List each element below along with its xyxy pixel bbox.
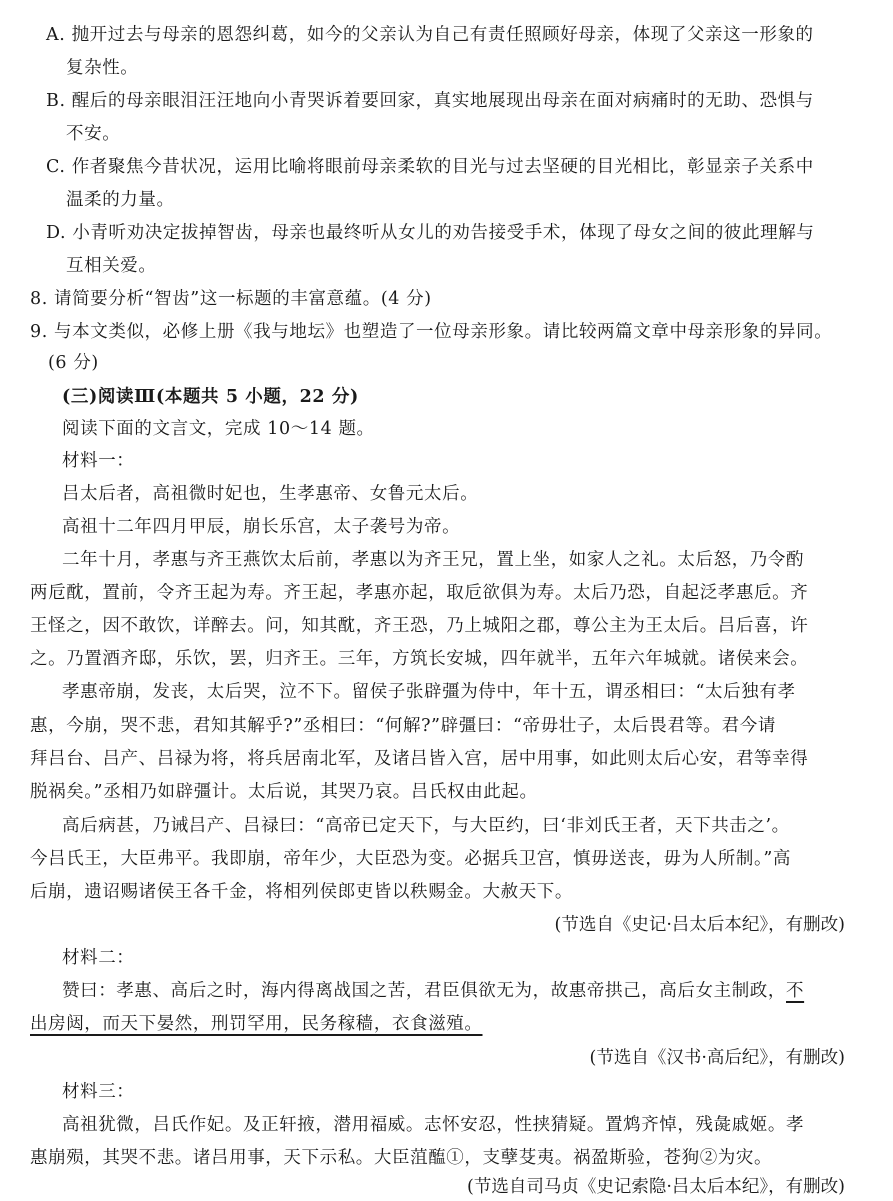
material-1-line: 高祖十二年四月甲辰，崩长乐宫，太子袭号为帝。 (62, 517, 461, 537)
material-2-label: 材料二： (62, 948, 135, 968)
material-1-line: 二年十月，孝惠与齐王燕饮太后前，孝惠以为齐王兄，置上坐，如家人之礼。太后怒，乃令酌 (62, 550, 805, 570)
material-1-line: 孝惠帝崩，发丧，太后哭，泣不下。留侯子张辟彊为侍中，年十五，谓丞相曰：“太后独有孝 (62, 682, 796, 702)
material-1-line: 后崩，遗诏赐诸侯王各千金，将相列侯郎吏皆以秩赐金。大赦天下。 (30, 882, 573, 902)
material-1-line: 惠，今崩，哭不悲，君知其解乎?”丞相曰：“何解?”辟彊曰：“帝毋壮子，太后畏君等。君今请 (30, 716, 776, 736)
material-3-line: 高祖犹微，吕氏作妃。及正轩掖，潜用福威。志怀安忍，性挟猜疑。置鸩齐悼，残彘戚姬。孝 (62, 1115, 805, 1135)
material-1-line: 吕太后者，高祖微时妃也，生孝惠帝、女鲁元太后。 (62, 484, 479, 504)
option-a-line-1: A. 抛开过去与母亲的恩怨纠葛，如今的父亲认为自己有责任照顾好母亲，体现了父亲这一形象的 (46, 25, 814, 45)
option-d-line-2: 互相关爱。 (66, 256, 157, 276)
material-1-line: 脱祸矣。”丞相乃如辟彊计。太后说，其哭乃哀。吕氏权由此起。 (30, 782, 538, 802)
option-b-line-2: 不安。 (66, 124, 121, 144)
material-3-source: (节选自司马贞《史记索隐·吕太后本纪》，有删改) (467, 1177, 845, 1197)
material-1-line: 今吕氏王，大臣弗平。我即崩，帝年少，大臣恐为变。必据兵卫宫，慎毋送丧，毋为人所制。”高 (30, 849, 791, 869)
option-b-line-1: B. 醒后的母亲眼泪汪汪地向小青哭诉着要回家，真实地展现出母亲在面对病痛时的无助、恐惧与 (46, 91, 814, 111)
option-c-line-1: C. 作者聚焦今昔状况，运用比喻将眼前母亲柔软的目光与过去坚硬的目光相比，彰显亲子关系中 (46, 157, 814, 177)
material-3-label: 材料三： (62, 1082, 135, 1102)
material-1-line: 高后病甚，乃诫吕产、吕禄曰：“高帝已定天下，与大臣约，曰‘非刘氏王者，天下共击之’。 (62, 816, 790, 836)
option-c-line-2: 温柔的力量。 (66, 190, 175, 210)
material-1-line: 两卮酖，置前，令齐王起为寿。齐王起，孝惠亦起，取卮欲俱为寿。太后乃恐，自起泛孝惠卮。齐 (30, 583, 809, 603)
material-2-line-1-text: 赞曰：孝惠、高后之时，海内得离战国之苦，君臣俱欲无为，故惠帝拱己，高后女主制政， (62, 981, 786, 1001)
material-1-label: 材料一： (62, 451, 135, 471)
material-2-underlined-start: 不 (786, 981, 805, 1001)
section-instruction: 阅读下面的文言文，完成 10～14 题。 (62, 419, 375, 439)
option-a-line-2: 复杂性。 (66, 58, 139, 78)
question-9-line-1: 9. 与本文类似，必修上册《我与地坛》也塑造了一位母亲形象。请比较两篇文章中母亲形象的异同。 (30, 322, 833, 342)
material-2-line-1 (62, 978, 804, 1004)
material-2-underlined-text: 出房闼，而天下晏然，刑罚罕用，民务稼穑，衣食滋殖。 (30, 1014, 483, 1034)
section-heading: (三)阅读Ⅲ(本题共 5 小题，22 分) (62, 387, 359, 407)
material-1-line: 之。乃置酒齐邸，乐饮，罢，归齐王。三年，方筑长安城，四年就半，五年六年城就。诸侯来会。 (30, 649, 809, 669)
question-9-line-2: (6 分) (48, 353, 99, 373)
material-1-line: 王怪之，因不敢饮，详醉去。问，知其酖，齐王恐，乃上城阳之郡，尊公主为王太后。吕后喜，许 (30, 616, 809, 636)
material-2-line-2 (30, 1011, 483, 1037)
material-2-source: (节选自《汉书·高后纪》，有删改) (589, 1048, 845, 1068)
option-d-line-1: D. 小青听劝决定拔掉智齿，母亲也最终听从女儿的劝告接受手术，体现了母女之间的彼此理解与 (46, 223, 815, 243)
question-8: 8. 请简要分析“智齿”这一标题的丰富意蕴。(4 分) (30, 289, 432, 309)
material-1-line: 拜吕台、吕产、吕禄为将，将兵居南北军，及诸吕皆入宫，居中用事，如此则太后心安，君等幸得 (30, 749, 809, 769)
material-3-line: 惠崩殒，其哭不悲。诸吕用事，天下示私。大臣菹醢①，支孽芟夷。祸盈斯验，苍狗②为灾。 (30, 1148, 773, 1168)
material-1-source: (节选自《史记·吕太后本纪》，有删改) (554, 915, 845, 935)
